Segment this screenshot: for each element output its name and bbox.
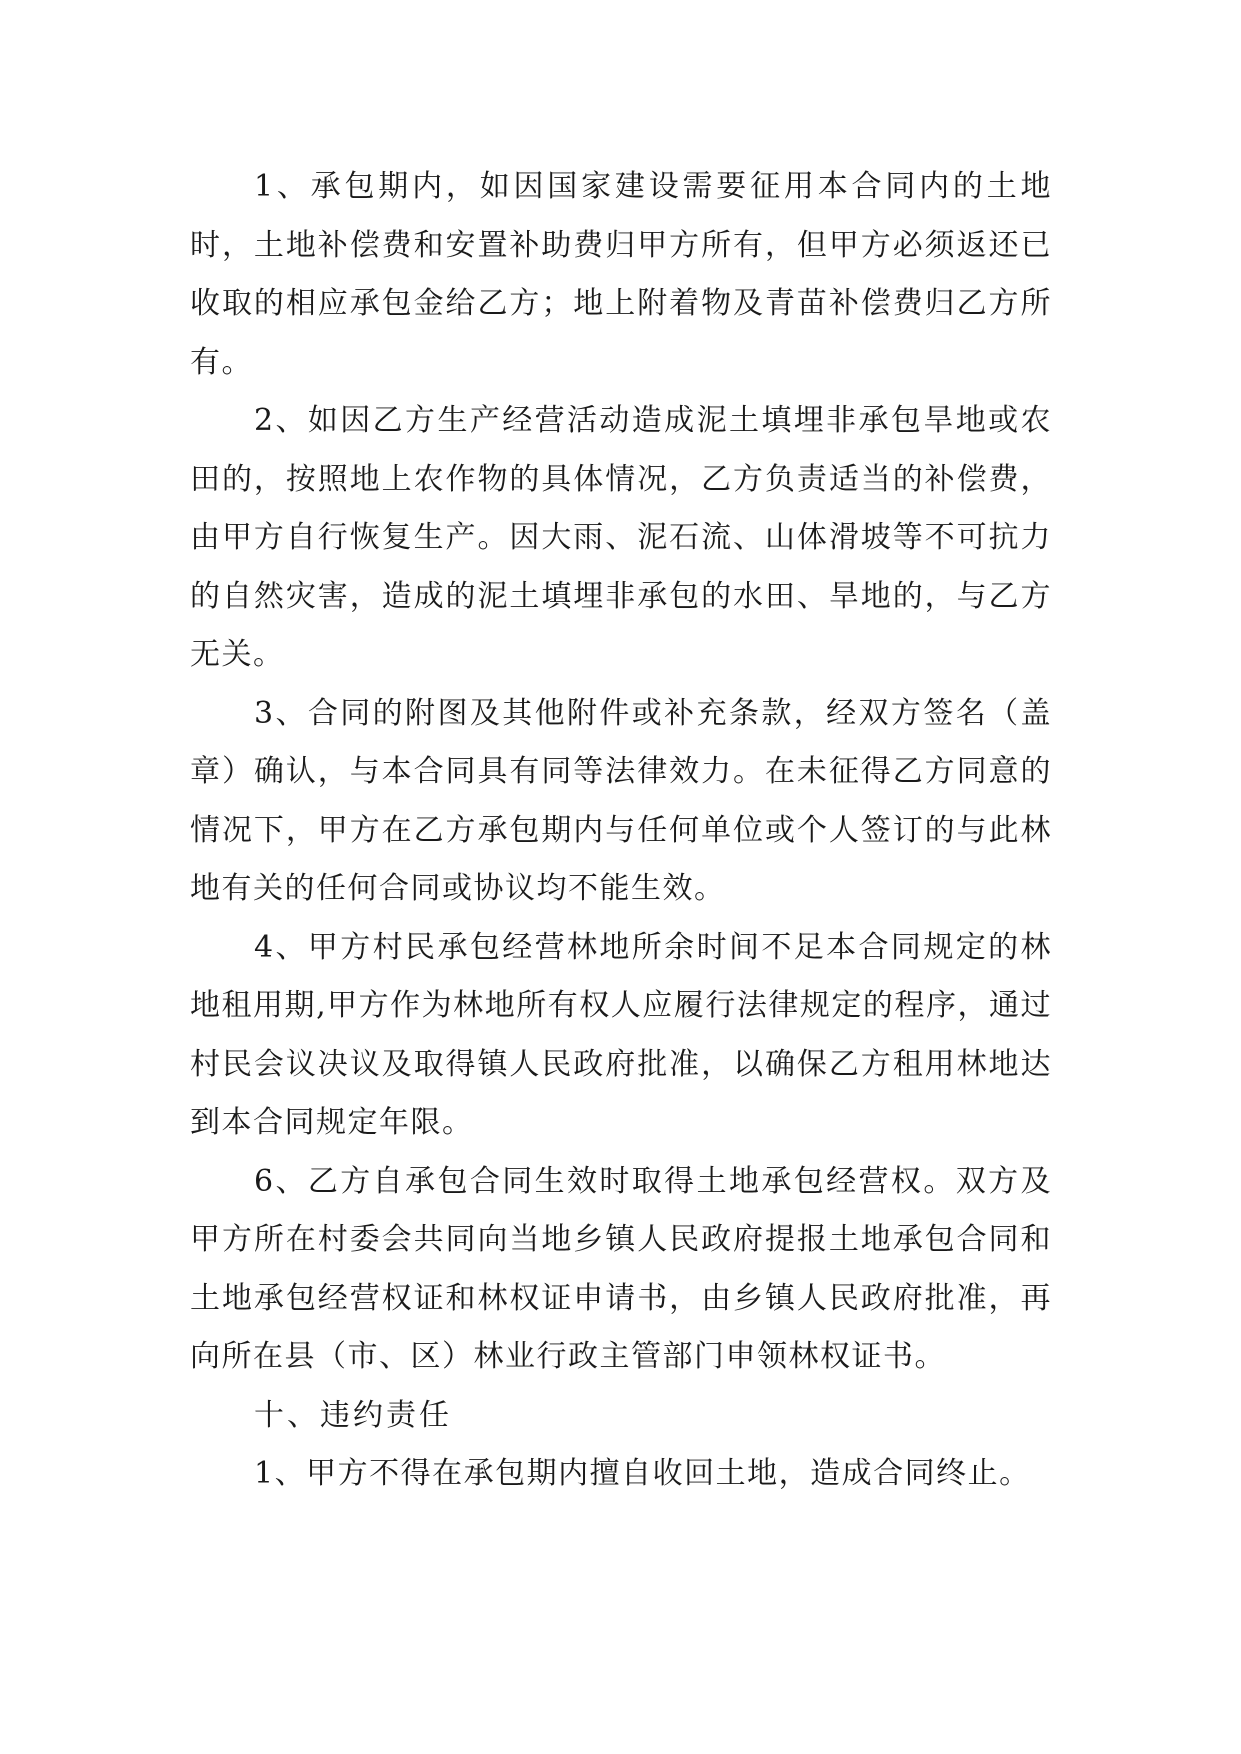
document-body bbox=[190, 158, 1052, 1504]
section-heading: 十、违约责任 bbox=[254, 1397, 452, 1433]
clause-paragraph-1: 1、承包期内，如因国家建设需要征用本合同内的土地时，土地补偿费和安置补助费归甲方所有，但甲方必须返还已收取的相应承包金给乙方；地上附着物及青苗补偿费归乙方所有。 bbox=[190, 169, 1052, 380]
clause-paragraph-4: 4、甲方村民承包经营林地所余时间不足本合同规定的林地租用期,甲方作为林地所有权人应履行法律规定的程序，通过村民会议决议及取得镇人民政府批准，以确保乙方租用林地达到本合同规定年限。 bbox=[190, 929, 1052, 1140]
clause-paragraph-2: 2、如因乙方生产经营活动造成泥土填埋非承包旱地或农田的，按照地上农作物的具体情况，乙方负责适当的补偿费，由甲方自行恢复生产。因大雨、泥石流、山体滑坡等不可抗力的自然灾害，造成的泥土填埋非承包的水田、旱地的，与乙方无关。 bbox=[190, 403, 1052, 672]
clause-paragraph-6: 6、乙方自承包合同生效时取得土地承包经营权。双方及甲方所在村委会共同向当地乡镇人民政府提报土地承包合同和土地承包经营权证和林权证申请书，由乡镇人民政府批准，再向所在县（市、区）林业行政主管部门申领林权证书。 bbox=[190, 1163, 1052, 1374]
clause-paragraph-3: 3、合同的附图及其他附件或补充条款，经双方签名（盖章）确认，与本合同具有同等法律效力。在未征得乙方同意的情况下，甲方在乙方承包期内与任何单位或个人签订的与此林地有关的任何合同或协议均不能生效。 bbox=[190, 695, 1052, 906]
breach-clause-1: 1、甲方不得在承包期内擅自收回土地，造成合同终止。 bbox=[254, 1456, 1031, 1491]
